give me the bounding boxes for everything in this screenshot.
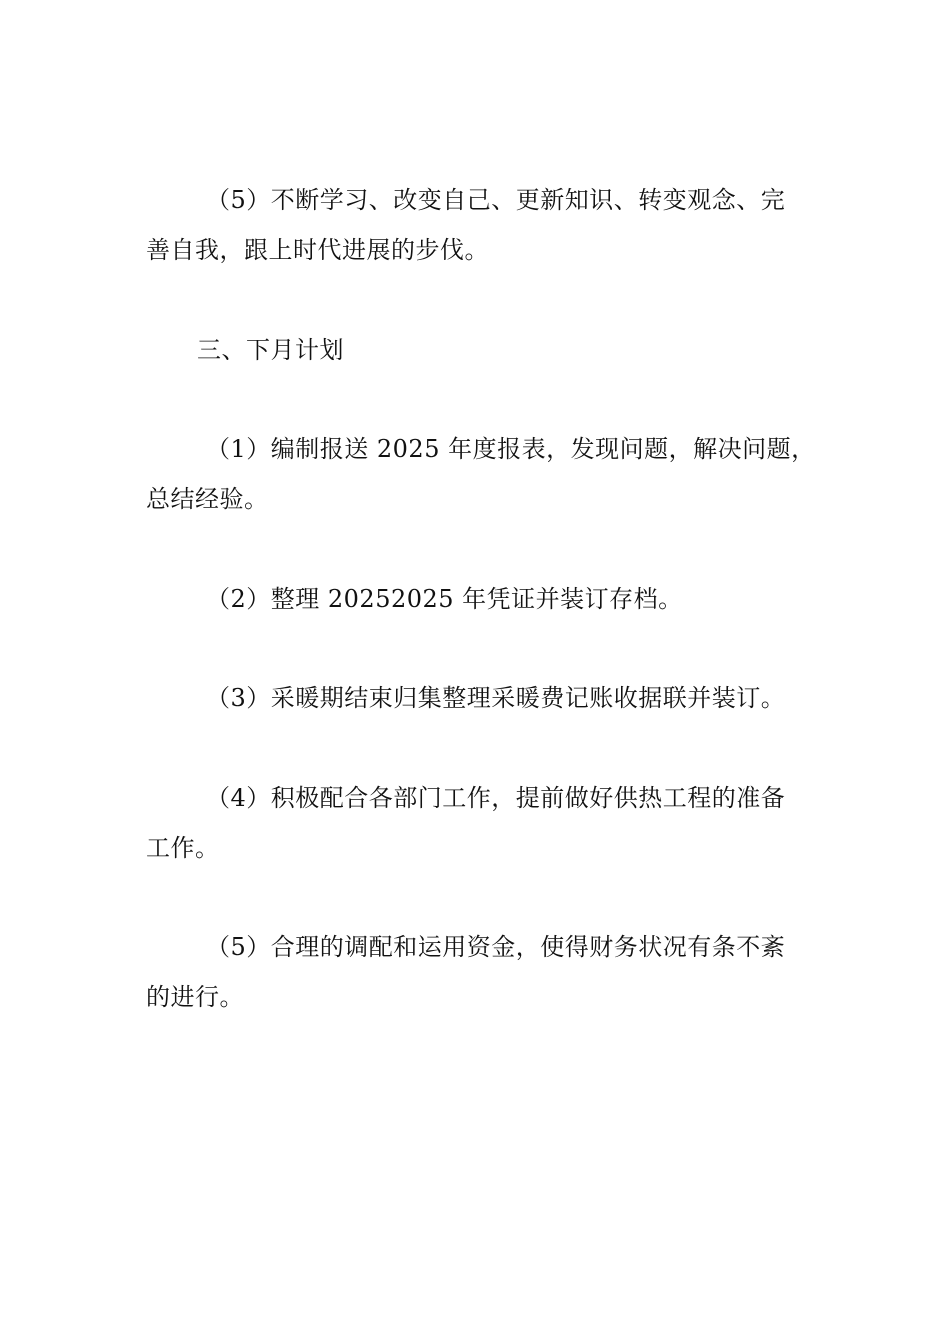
plan-item-2-line-1: （2）整理 20252025 年凭证并装订存档。	[206, 585, 683, 613]
plan-item-1-line-1: （1）编制报送 2025 年度报表，发现问题，解决问题，	[206, 435, 816, 463]
section-heading: 三、下月计划	[197, 336, 344, 364]
prev-item-5-line-1: （5）不断学习、改变自己、更新知识、转变观念、完	[206, 186, 786, 214]
prev-item-5-line-2: 善自我，跟上时代进展的步伐。	[146, 236, 489, 264]
plan-item-5-line-1: （5）合理的调配和运用资金，使得财务状况有条不紊	[206, 933, 786, 961]
plan-item-5-line-2: 的进行。	[146, 983, 244, 1011]
plan-item-3-line-1: （3）采暖期结束归集整理采暖费记账收据联并装订。	[206, 684, 786, 712]
plan-item-4-line-1: （4）积极配合各部门工作，提前做好供热工程的准备	[206, 784, 786, 812]
plan-item-1-line-2: 总结经验。	[146, 485, 269, 513]
plan-item-4-line-2: 工作。	[146, 834, 220, 862]
